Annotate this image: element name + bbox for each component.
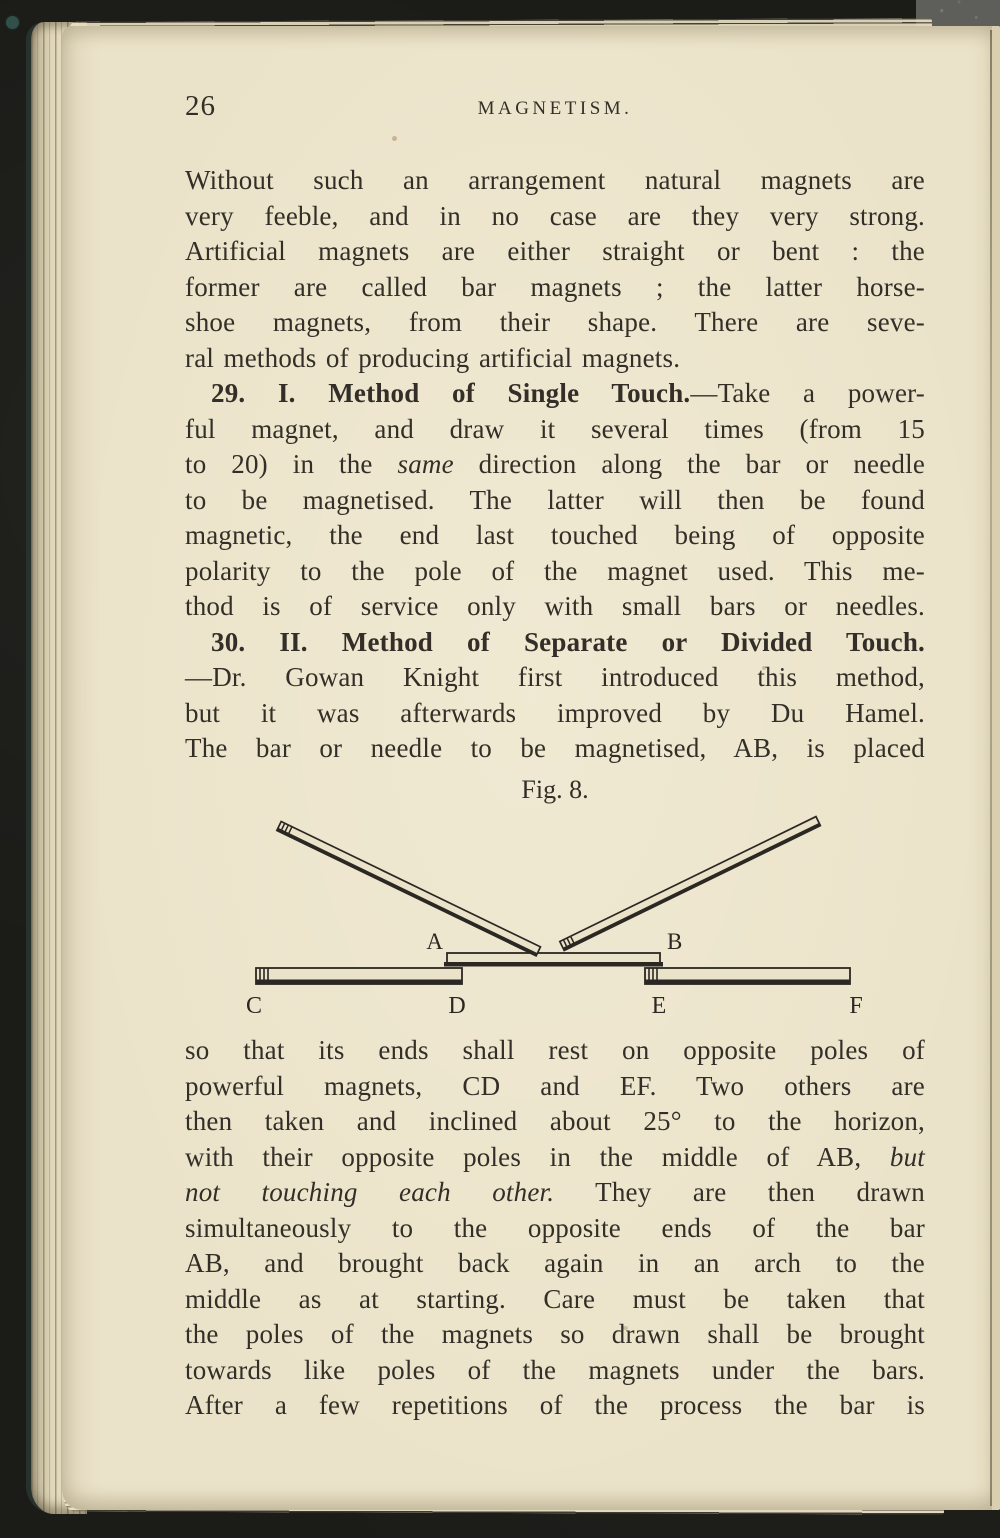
book-page bbox=[62, 26, 1000, 1510]
page-right-margin-fold bbox=[992, 26, 1000, 1510]
body-text-lower bbox=[185, 1033, 925, 1424]
text-line: ful magnet, and draw it several times (from 15 bbox=[185, 413, 925, 444]
label-f: F bbox=[849, 993, 863, 1018]
magnet-cd bbox=[256, 968, 462, 984]
bar-ab bbox=[444, 953, 663, 967]
text-line: with their opposite poles in the middle of AB, but bbox=[185, 1141, 925, 1172]
text-line: simultaneously to the opposite ends of the bar bbox=[185, 1212, 925, 1243]
text-line: The bar or needle to be magnetised, AB, is placed bbox=[185, 733, 925, 763]
text-line: middle as at starting. Care must be taken that bbox=[185, 1283, 925, 1314]
scan-corner-mark bbox=[6, 16, 19, 29]
label-d: D bbox=[448, 993, 466, 1018]
text-line: —Dr. Gowan Knight first introduced this method, bbox=[185, 662, 925, 692]
text-line: 29. I. Method of Single Touch.—Take a power- bbox=[211, 378, 925, 408]
text-line: to 20) in the same direction along the bar or needle bbox=[185, 449, 926, 479]
foxing-spot bbox=[392, 136, 397, 141]
inclined-magnet-left bbox=[277, 821, 541, 955]
label-c: C bbox=[245, 993, 263, 1018]
figure-caption: Fig. 8. bbox=[521, 775, 589, 804]
magnet-ef bbox=[645, 968, 850, 984]
page-fold-line bbox=[990, 30, 992, 1506]
label-a: A bbox=[426, 929, 443, 954]
text-line: to be magnetised. The latter will then be found bbox=[185, 484, 925, 515]
text-line: former are called bar magnets ; the latter horse- bbox=[185, 271, 925, 302]
text-line: but it was afterwards improved by Du Hamel. bbox=[185, 697, 925, 728]
text-line: thod is of service only with small bars or needles. bbox=[185, 591, 925, 621]
text-line: magnetic, the end last touched being of opposite bbox=[185, 520, 925, 550]
text-line: 30. II. Method of Separate or Divided Touch. bbox=[211, 626, 925, 657]
text-line: the poles of the magnets so drawn shall be brought bbox=[185, 1319, 925, 1349]
text-line: powerful magnets, CD and EF. Two others are bbox=[185, 1070, 925, 1101]
inclined-magnet-right bbox=[560, 817, 821, 951]
text-line: After a few repetitions of the process the bar is bbox=[185, 1390, 925, 1420]
label-b: B bbox=[667, 929, 683, 954]
page-number: 26 bbox=[185, 90, 216, 122]
text-line: so that its ends shall rest on opposite poles of bbox=[185, 1035, 925, 1065]
text-line: very feeble, and in no case are they very strong. bbox=[185, 200, 925, 231]
text-line: ral methods of producing artificial magnets. bbox=[185, 342, 681, 373]
figure-8-diagram bbox=[185, 813, 925, 1018]
text-line: Artificial magnets are either straight or bent : the bbox=[185, 236, 925, 266]
text-line: towards like poles of the magnets under the bars. bbox=[185, 1354, 925, 1385]
text-line: not touching each other. They are then drawn bbox=[185, 1177, 925, 1207]
running-head: MAGNETISM. bbox=[477, 98, 633, 119]
text-line: shoe magnets, from their shape. There are seve- bbox=[185, 307, 925, 337]
text-line: then taken and inclined about 25° to the horizon, bbox=[185, 1106, 925, 1136]
text-line: AB, and brought back again in an arch to the bbox=[185, 1248, 925, 1278]
label-e: E bbox=[651, 993, 667, 1018]
body-text-upper bbox=[185, 163, 925, 767]
text-line: Without such an arrangement natural magnets are bbox=[185, 165, 925, 195]
text-line: polarity to the pole of the magnet used. This me- bbox=[185, 555, 925, 586]
